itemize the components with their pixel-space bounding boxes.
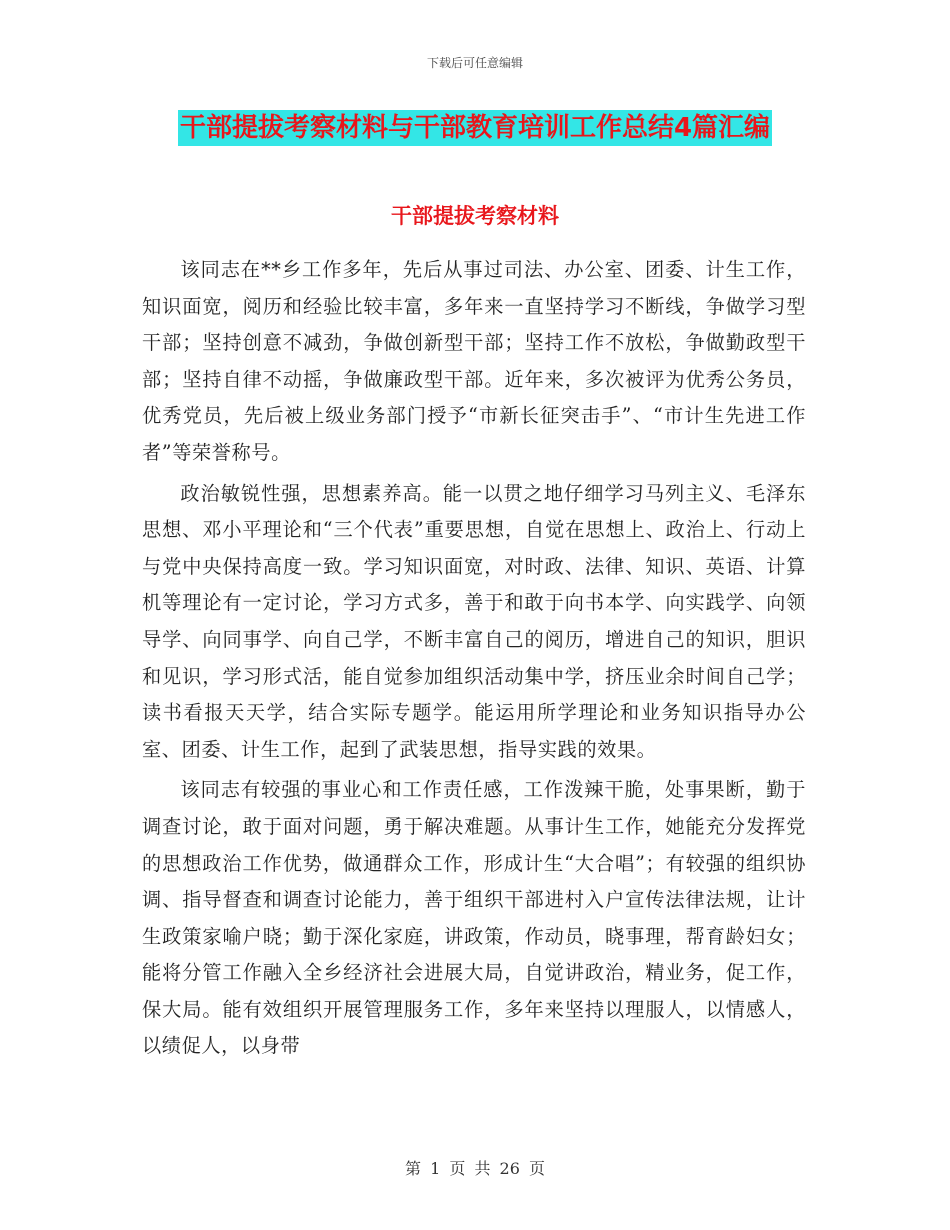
document-body <box>142 252 806 1069</box>
page-footer: 第 1 页 共 26 页 <box>405 1159 545 1178</box>
document-title: 干部提拔考察材料与干部教育培训工作总结4篇汇编 <box>178 110 772 146</box>
document-title-container <box>0 110 950 146</box>
paragraph-1: 该同志在**乡工作多年，先后从事过司法、办公室、团委、计生工作，知识面宽，阅历和经验比较丰富，多年来一直坚持学习不断线，争做学习型干部；坚持创意不减劲，争做创新型干部；坚持工作不放松，争做勤政型干部；坚持自律不动摇，争做廉政型干部。近年来，多次被评为优秀公务员，优秀党员，先后被上级业务部门授予“市新长征突击手”、“市计生先进工作者”等荣誉称号。 <box>142 258 806 464</box>
header-note: 下载后可任意编辑 <box>426 56 523 70</box>
paragraph-3: 该同志有较强的事业心和工作责任感，工作泼辣干脆，处事果断，勤于调查讨论，敢于面对问题，勇于解决难题。从事计生工作，她能充分发挥党的思想政治工作优势，做通群众工作，形成计生“大合唱”；有较强的组织协调、指导督查和调查讨论能力，善于组织干部进村入户宣传法律法规，让计生政策家喻户晓；勤于深化家庭，讲政策，作动员，晓事理，帮育龄妇女；能将分管工作融入全乡经济社会进展大局，自觉讲政治，精业务，促工作，保大局。能有效组织开展管理服务工作，多年来坚持以理服人，以情感人，以绩促人，以身带 <box>142 778 806 1058</box>
section-title: 干部提拔考察材料 <box>391 204 559 228</box>
paragraph-2: 政治敏锐性强，思想素养高。能一以贯之地仔细学习马列主义、毛泽东思想、邓小平理论和“三个代表”重要思想，自觉在思想上、政治上、行动上与党中央保持高度一致。学习知识面宽，对时政、法律、知识、英语、计算机等理论有一定讨论，学习方式多，善于和敢于向书本学、向实践学、向领导学、向同事学、向自己学，不断丰富自己的阅历，增进自己的知识，胆识和见识，学习形式活，能自觉参加组织活动集中学，挤压业余时间自己学；读书看报天天学，结合实际专题学。能运用所学理论和业务知识指导办公室、团委、计生工作，起到了武装思想，指导实践的效果。 <box>142 481 806 761</box>
